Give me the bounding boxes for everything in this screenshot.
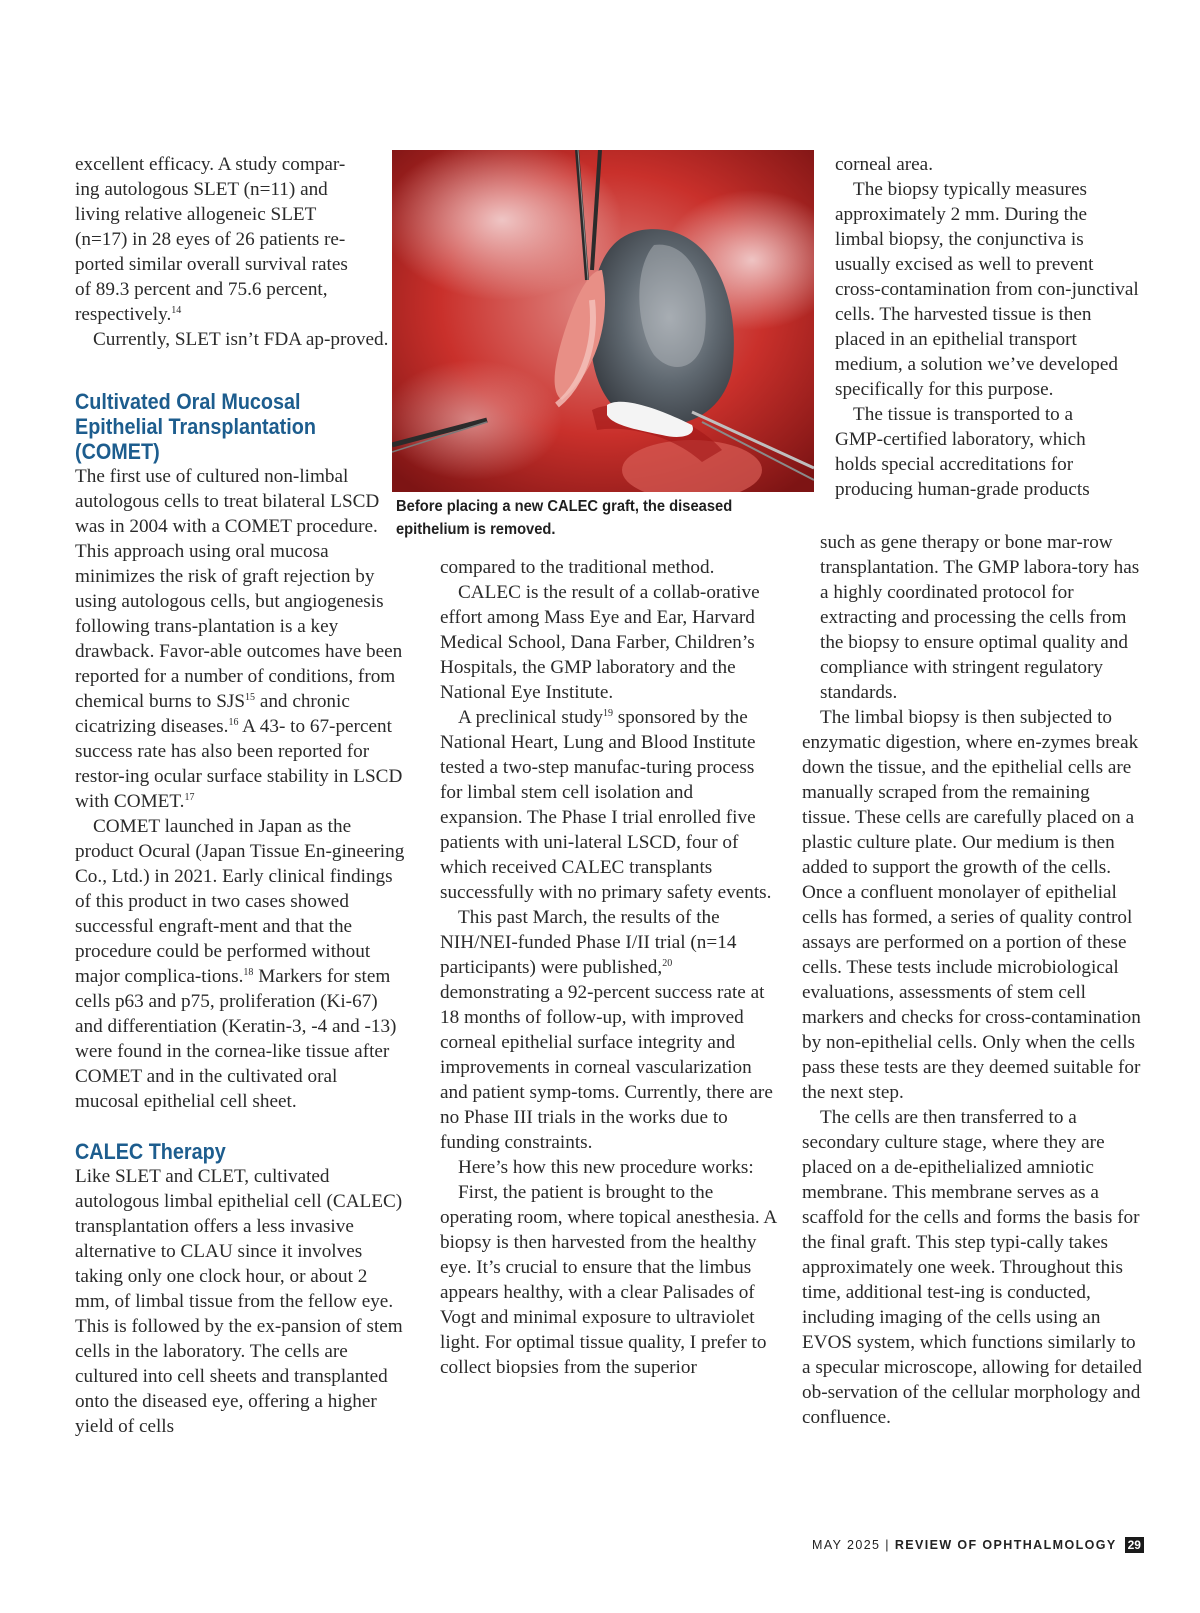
reference-20: 20 (662, 958, 673, 969)
paragraph: Here’s how this new procedure works: (458, 1157, 754, 1178)
text-line: of 89.3 percent and 75.6 percent, (75, 279, 328, 300)
paragraph: compared to the traditional method. (440, 557, 715, 578)
eye-surgery-image (392, 150, 814, 492)
paragraph: CALEC is the result of a collab-orative effort among Mass Eye and Ear, Harvard Medical School, Dana Farber, Children’s Hospitals, the GMP laboratory and the National Eye Institute. (440, 582, 760, 703)
reference-15: 15 (245, 692, 256, 703)
text-line: excellent efficacy. A study compar- (75, 154, 346, 175)
paragraph (835, 402, 1140, 502)
column-3-top (835, 152, 1140, 502)
reference-19: 19 (602, 708, 613, 719)
paragraph: This past March, the results of the NIH/NEI-funded Phase I/II trial (n=14 participants) were published,$^{20}$ demonstrating a 92-percent success rate at 18 months of follow-up, with improved corneal epithelial surface integrity and improvements in corneal vascularization and patient symp-toms. Currently, there are no Phase III trials in the works due to funding constraints. (440, 907, 773, 1153)
paragraph: such as gene therapy or bone mar-row transplantation. The GMP labora-tory has a highly coordinated protocol for extracting and processing the cells from the biopsy to ensure optimal quality and compliance with stringent regulatory standards. (820, 532, 1140, 703)
column-3 (802, 530, 1142, 1430)
paragraph: Currently, SLET isn’t FDA ap-proved. (93, 329, 389, 350)
paragraph: First, the patient is brought to the operating room, where topical anesthesia. A biopsy is then harvested from the healthy eye. It’s crucial to ensure that the limbus appears healthy, with a clear Palisades of Vogt and minimal exposure to ultraviolet light. For optimal tissue quality, I prefer to collect biopsies from the superior (440, 1182, 777, 1378)
paragraph (75, 152, 405, 327)
paragraph: The first use of cultured non-limbal autologous cells to treat bilateral LSCD was in 2004 with a COMET procedure. This approach using oral mucosa minimizes the risk of graft rejection by using autologous cells, but angiogenesis following trans-plantation is a key drawback. Favor-able outcomes have been reported for a number of conditions, from chemical burns to SJS$^{15}$ and chronic cicatrizing diseases.$^{16}$ A 43- to 67-percent success rate has also been reported for restor-ing ocular surface stability in LSCD with COMET.$^{17}$ (75, 466, 403, 812)
text-line: (n=17) in 28 eyes of 26 patients re- (75, 229, 346, 250)
column-1 (75, 152, 405, 1439)
figure-caption: Before placing a new CALEC graft, the diseased epithelium is removed. (396, 498, 733, 538)
section-heading-comet: Cultivated Oral Mucosal Epithelial Transplantation (COMET) (75, 389, 316, 464)
paragraph: The biopsy typically measures approximately 2 mm. During the limbal biopsy, the conjunctiva is usually excised as well to prevent cross-contamination from con-junctival cells. The harvested tissue is then placed in an epithelial transport medium, a solution we’ve developed specifically for this purpose. (835, 179, 1139, 400)
reference-17: 17 (184, 792, 195, 803)
paragraph: The cells are then transferred to a secondary culture stage, where they are placed on a de-epithelialized amniotic membrane. This membrane serves as a scaffold for the cells and forms the basis for the final graft. This step typi-cally takes approximately one week. Throughout this time, additional test-ing is conducted, including imaging of the cells using an EVOS system, which functions similarly to a specular microscope, allowing for detailed ob-servation of the cellular morphology and confluence. (802, 1107, 1142, 1428)
text-line: ported similar overall survival rates (75, 254, 348, 275)
page-footer (812, 1537, 1144, 1553)
issue-date: MAY 2025 | (812, 1538, 890, 1552)
reference-14: 14 (171, 305, 182, 316)
text-line: ing autologous SLET (n=11) and (75, 179, 328, 200)
section-heading-calec: CALEC Therapy (75, 1139, 226, 1164)
paragraph: Like SLET and CLET, cultivated autologous limbal epithelial cell (CALEC) transplantation offers a less invasive alternative to CLAU since it involves taking only one clock hour, or about 2 mm, of limbal tissue from the fellow eye. This is followed by the ex-pansion of stem cells in the laboratory. The cells are cultured into cell sheets and transplanted onto the diseased eye, offering a higher yield of cells (75, 1166, 403, 1437)
column-2 (440, 555, 780, 1380)
text-line: living relative allogeneic SLET (75, 204, 317, 225)
publication-name: REVIEW OF OPHTHALMOLOGY (894, 1538, 1117, 1552)
paragraph: corneal area. (835, 154, 933, 175)
paragraph: A preclinical study$^{19}$ sponsored by the National Heart, Lung and Blood Institute tested a two-step manufac-turing process for limbal stem cell isolation and expansion. The Phase I trial enrolled five patients with uni-lateral LSCD, four of which received CALEC transplants successfully with no primary safety events. (440, 707, 772, 903)
paragraph: The limbal biopsy is then subjected to enzymatic digestion, where en-zymes break down the tissue, and the epithelial cells are manually scraped from the remaining tissue. These cells are carefully placed on a plastic culture plate. Our medium is then added to support the growth of the cells. Once a confluent monolayer of epithelial cells has formed, a series of quality control assays are performed on a portion of these cells. These tests include microbiological evaluations, assessments of stem cell markers and checks for cross-contamination by non-epithelial cells. Only when the cells pass these tests are they deemed suitable for the next step. (802, 707, 1141, 1103)
text-line: holds special accreditations for (835, 454, 1074, 475)
text-line: producing human-grade products (835, 479, 1090, 500)
text-line: GMP-certified laboratory, which (835, 429, 1086, 450)
paragraph: COMET launched in Japan as the product Ocural (Japan Tissue En-gineering Co., Ltd.) in 2021. Early clinical findings of this product in two cases showed successful engraft-ment and that the procedure could be performed without major complica-tions.$^{18}$ Markers for stem cells p63 and p75, proliferation (Ki-67) and differentiation (Keratin-3, -4 and -13) were found in the cornea-like tissue after COMET and in the cultivated oral mucosal epithelial cell sheet. (75, 816, 405, 1112)
reference-18: 18 (243, 967, 254, 978)
reference-16: 16 (228, 717, 239, 728)
page-number: 29 (1125, 1537, 1144, 1553)
surgery-photo (392, 150, 814, 492)
text-line: respectively. (75, 304, 172, 325)
text-line: The tissue is transported to a (853, 404, 1074, 425)
